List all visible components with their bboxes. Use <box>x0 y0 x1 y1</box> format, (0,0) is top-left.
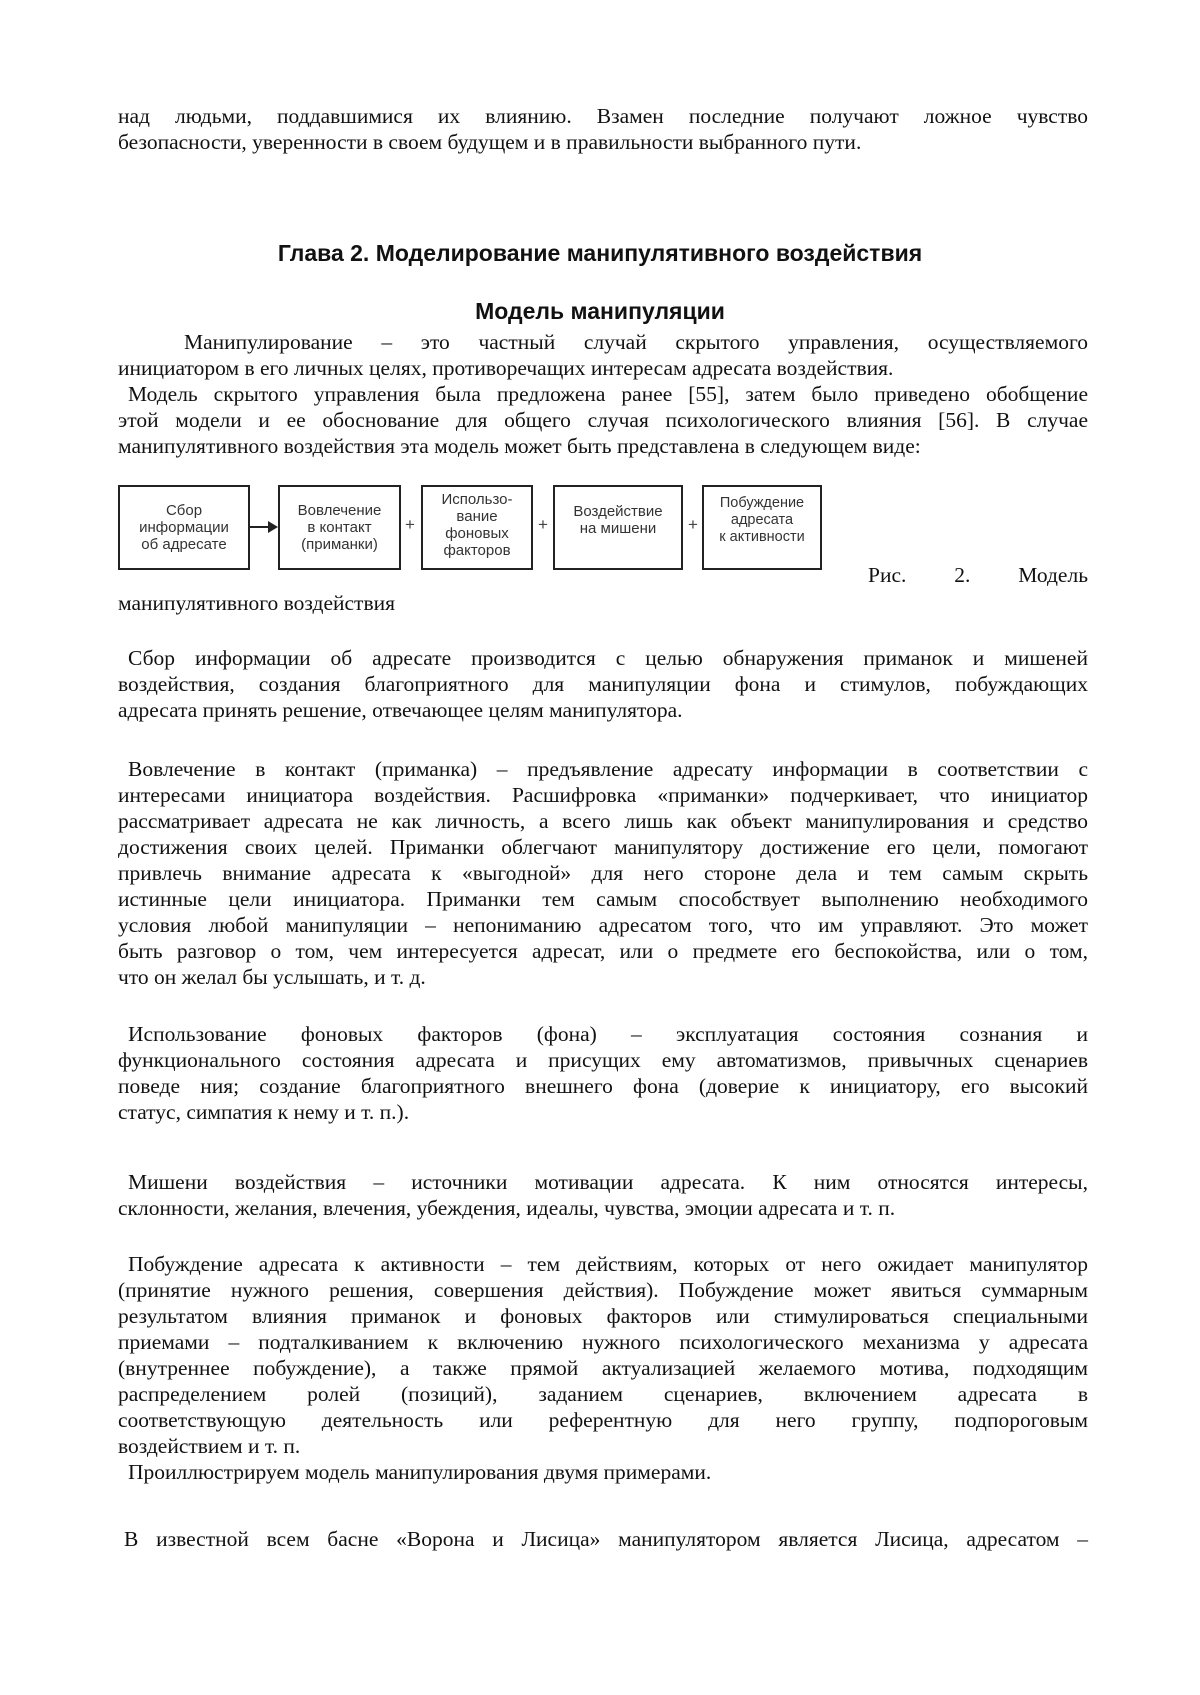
text-line: результатом влияния приманок и фоновых факторов или стимулироваться специальными <box>118 1304 1088 1328</box>
plus-connector: + <box>405 515 415 534</box>
text-line: соответствующую деятельность или референтную для него группу, подпороговым <box>118 1408 1088 1432</box>
diagram-box-engagement <box>278 485 401 570</box>
caption-part: Модель <box>1018 563 1088 587</box>
text-line: манипулятивного воздействия эта модель может быть представлена в следующем виде: <box>118 434 921 458</box>
text-line: достижения своих целей. Приманки облегчают манипулятору достижение его цели, помогают <box>118 835 1088 859</box>
text-line: инициатором в его личных целях, противоречащих интересам адресата воздействия. <box>118 356 894 380</box>
text-line: поведе ния; создание благоприятного внешнего фона (доверие к инициатору, его высокий <box>118 1074 1088 1098</box>
caption-part: Рис. <box>868 563 907 587</box>
text-line: Побуждение адресата к активности – тем действиям, которых от него ожидает манипулятор <box>128 1252 1088 1276</box>
paragraph-fable-example <box>118 1526 1088 1552</box>
text-line: Использование фоновых факторов (фона) – эксплуатация состояния сознания и <box>128 1022 1088 1046</box>
text-line: интересами инициатора воздействия. Расшифровка «приманки» подчеркивает, что инициатор <box>118 783 1088 807</box>
text-line: над людьми, поддавшимися их влиянию. Взамен последние получают ложное чувство <box>118 104 1088 128</box>
text-line: привлечь внимание адресата к «выгодной» для него стороне дела и тем самым скрыть <box>118 861 1088 885</box>
arrow-right-icon <box>268 521 278 533</box>
diagram-box-label: Вовлечение в контакт (приманки) <box>297 502 382 553</box>
diagram-box-background-factors <box>421 485 533 570</box>
text-line: В известной всем басне «Ворона и Лисица» манипулятором является Лисица, адресатом – <box>124 1527 1088 1551</box>
diagram-box-label: Воздействие на мишени <box>573 503 663 537</box>
text-line: склонности, желания, влечения, убеждения, идеалы, чувства, эмоции адресата и т. п. <box>118 1196 896 1220</box>
diagram-box-activation <box>702 485 822 570</box>
text-line: распределением ролей (позиций), заданием сценариев, включением адресата в <box>118 1382 1088 1406</box>
text-line: функционального состояния адресата и присущих ему автоматизмов, привычных сценариев <box>118 1048 1088 1072</box>
text-line: Сбор информации об адресате производится с целью обнаружения приманок и мишеней <box>128 646 1088 670</box>
text-line: быть разговор о том, чем интересуется адресат, или о предмете его беспокойства, или о том, <box>118 939 1088 963</box>
paragraph-targets <box>118 1169 1088 1221</box>
caption-part: 2. <box>954 563 971 587</box>
paragraph-background-factors <box>118 1021 1088 1125</box>
text-line: что он желал бы услышать, и т. д. <box>118 965 426 989</box>
text-line: истинные цели инициатора. Приманки тем самым способствует выполнению необходимого <box>118 887 1088 911</box>
text-line: воздействия, создания благоприятного для манипуляции фона и стимулов, побуждающих <box>118 672 1088 696</box>
paragraph-engagement <box>118 756 1088 990</box>
text-line: адресата принять решение, отвечающее целям манипулятора. <box>118 698 683 722</box>
chapter-title: Глава 2. Моделирование манипулятивного воздействия <box>277 240 923 266</box>
text-line: этой модели и ее обоснование для общего случая психологического влияния [56]. В случае <box>118 408 1088 432</box>
plus-connector: + <box>538 515 548 534</box>
text-line: Мишени воздействия – источники мотивации адресата. К ним относятся интересы, <box>128 1170 1088 1194</box>
text-line: условия любой манипуляции – непониманию адресатом того, что им управляют. Это может <box>118 913 1088 937</box>
section-title: Модель манипуляции <box>475 298 725 324</box>
text-line: статус, симпатия к нему и т. п.). <box>118 1100 410 1124</box>
figure-caption-end: манипулятивного воздействия <box>118 591 395 615</box>
diagram-box-label: Использо- вание фоновых факторов <box>441 491 513 559</box>
text-line: (внутреннее побуждение), а также прямой актуализацией желаемого мотива, подходящим <box>118 1356 1088 1380</box>
diagram-box-info-collection <box>118 485 250 570</box>
figure-caption-start <box>868 562 1088 588</box>
paragraph-illustration-intro <box>118 1459 1088 1485</box>
text-line: Манипулирование – это частный случай скрытого управления, осуществляемого <box>184 330 1088 354</box>
text-line: воздействием и т. п. <box>118 1434 301 1458</box>
text-line: Вовлечение в контакт (приманка) – предъявление адресату информации в соответствии с <box>128 757 1088 781</box>
paragraph-activation <box>118 1251 1088 1459</box>
text-line: Проиллюстрируем модель манипулирования двумя примерами. <box>128 1460 712 1484</box>
plus-connector: + <box>688 515 698 534</box>
model-intro-paragraph <box>118 381 1088 459</box>
text-line: рассматривает адресата не как личность, а всего лишь как объект манипулирования и средство <box>118 809 1088 833</box>
diagram-box-label: Побуждение адресата к активности <box>719 495 805 545</box>
paragraph-info-collection <box>118 645 1088 723</box>
text-line: (принятие нужного решения, совершения действия). Побуждение может явиться суммарным <box>118 1278 1088 1302</box>
text-line: безопасности, уверенности в своем будущем и в правильности выбранного пути. <box>118 130 862 154</box>
diagram-box-label: Сбор информации об адресате <box>139 502 229 553</box>
diagram-box-targets <box>553 485 683 570</box>
definition-paragraph <box>118 329 1088 381</box>
text-line: Модель скрытого управления была предложена ранее [55], затем было приведено обобщение <box>128 382 1088 406</box>
intro-paragraph <box>118 103 1088 155</box>
text-line: приемами – подталкиванием к включению нужного психологического механизма у адресата <box>118 1330 1088 1354</box>
